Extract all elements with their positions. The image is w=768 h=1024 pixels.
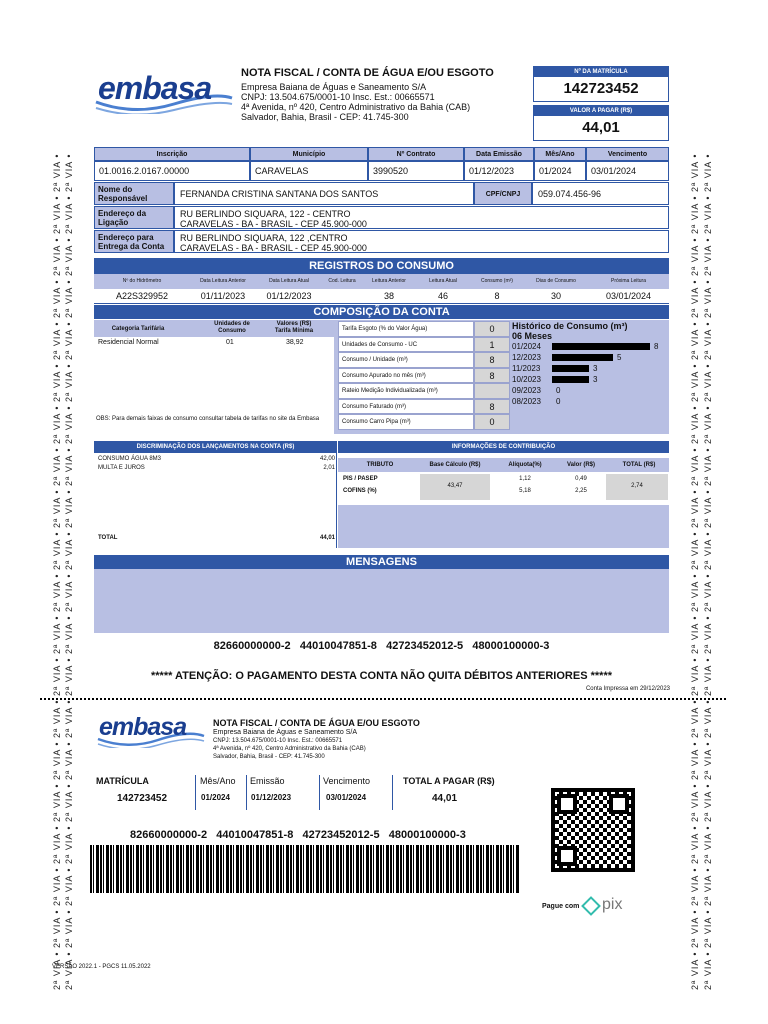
reg-v-4: 38	[383, 291, 394, 301]
info-h-vencimento: Vencimento	[586, 147, 669, 161]
end-ligacao-value	[174, 206, 669, 229]
contrib-h-tributo: TRIBUTO	[366, 462, 394, 468]
canhoto-title: NOTA FISCAL / CONTA DE ÁGUA E/OU ESGOTO	[213, 718, 420, 728]
composicao-item-value: 8	[474, 368, 510, 384]
header-cnpj: CNPJ: 13.504.675/0001-10 Insc. Est.: 00665571	[241, 92, 435, 102]
barcode	[90, 845, 520, 893]
info-h-emissao: Data Emissão	[464, 147, 534, 161]
canhoto-emissao: 01/12/2023	[251, 793, 292, 802]
composicao-item-value: 8	[474, 352, 510, 368]
historico-value: 3	[593, 364, 598, 373]
reg-h-5: Leitura Atual	[429, 278, 457, 284]
canhoto-venc-label: Vencimento	[323, 776, 371, 786]
pague-com: Pague com	[542, 903, 580, 910]
historico-value: 3	[593, 375, 598, 384]
info-h-contrato: Nº Contrato	[368, 147, 464, 161]
lancamentos-total: 44,01	[319, 535, 335, 541]
contribuicao-tributo: COFINS (%)	[343, 488, 377, 494]
historico-month: 10/2023	[512, 375, 541, 384]
historico-value: 5	[617, 353, 622, 362]
composicao-item-label: Consumo Apurado no mês (m³)	[338, 368, 474, 384]
historico-row	[512, 385, 667, 396]
contribuicao-valor: 2,25	[575, 488, 587, 494]
mensagens-body	[94, 569, 669, 633]
contribuicao-title: INFORMAÇÕES DE CONTRIBUIÇÃO	[338, 441, 669, 453]
valor-pagar-box	[533, 105, 669, 141]
info-h-mesano: Mês/Ano	[534, 147, 586, 161]
lancamento-value: 2,01	[323, 465, 335, 471]
embasa-logo-canhoto	[96, 712, 206, 748]
side-text-left-1: 2ª VIA • 2ª VIA • 2ª VIA • 2ª VIA • 2ª VIA • 2ª VIA • 2ª VIA • 2ª VIA • 2ª VIA • 2ª VIA • 2ª VIA • 2ª VIA • 2ª VIA • 2ª VIA • 2ª VIA • 2ª VIA • 2ª VIA • 2ª VIA • 2ª VIA • 2ª VIA •	[52, 153, 62, 990]
canhoto-emissao-label: Emissão	[250, 776, 285, 786]
canhoto-address: 4ª Avenida, nº 420, Centro Administrativo da Bahia (CAB)	[213, 746, 366, 752]
end-ligacao-line2: CARAVELAS - BA - BRASIL - CEP 45.900-000	[180, 219, 367, 229]
lancamentos-title: DISCRIMINAÇÃO DOS LANÇAMENTOS NA CONTA (R$)	[94, 441, 337, 453]
historico-row	[512, 396, 667, 407]
canhoto-city: Salvador, Bahia, Brasil - CEP: 41.745-300	[213, 754, 325, 760]
pix-text: pix	[602, 896, 623, 913]
reg-v-8: 03/01/2024	[605, 291, 652, 301]
contrib-h-valor: Valor (R$)	[566, 462, 595, 468]
lancamento-desc: CONSUMO ÁGUA 8M3	[98, 456, 162, 462]
historico-value: 8	[654, 342, 659, 351]
contribuicao-footer-bg	[338, 505, 669, 548]
reg-h-3: Cod. Leitura	[328, 278, 356, 284]
valor-pagar-label: VALOR A PAGAR (R$)	[534, 106, 668, 116]
historico-row	[512, 341, 667, 352]
end-ligacao-line1: RU BERLINDO SIQUARA, 122 - CENTRO	[180, 209, 351, 219]
canhoto-divider-1	[195, 775, 196, 810]
header-address: 4ª Avenida, nº 420, Centro Administrativo da Bahia (CAB)	[241, 102, 471, 112]
canhoto-total-label: TOTAL A PAGAR (R$)	[403, 776, 495, 786]
historico-month: 01/2024	[512, 342, 541, 351]
composicao-item-value: 0	[474, 321, 510, 337]
canhoto-mesano: 01/2024	[201, 793, 230, 802]
composicao-item-label: Consumo / Unidade (m³)	[338, 352, 474, 368]
historico-month: 11/2023	[512, 364, 541, 373]
composicao-item-label: Unidades de Consumo - UC	[338, 337, 474, 353]
canhoto-divider-4	[392, 775, 393, 810]
lancamento-desc: MULTA E JUROS	[98, 465, 145, 471]
composicao-item-label: Tarifa Esgoto (% do Valor Água)	[338, 321, 474, 337]
reg-h-1: Data Leitura Anterior	[200, 278, 246, 284]
matricula-box	[533, 66, 669, 102]
comp-h-categoria: Categoria Tarifária	[111, 326, 165, 332]
historico-bar	[552, 343, 650, 350]
responsavel-value: FERNANDA CRISTINA SANTANA DOS SANTOS	[174, 182, 474, 205]
comp-h-valores: Valores (R$) Tarifa Mínima	[274, 321, 314, 334]
matricula-label: Nº DA MATRÍCULA	[534, 67, 668, 77]
info-h-municipio: Município	[250, 147, 368, 161]
valor-pagar-value: 44,01	[582, 119, 620, 136]
canhoto-venc: 03/01/2024	[326, 793, 367, 802]
historico-rows	[512, 341, 667, 407]
historico-month: 12/2023	[512, 353, 541, 362]
contribuicao-tributo: PIS / PASEP	[343, 476, 378, 482]
matricula-value: 142723452	[563, 80, 639, 97]
historico-row	[512, 352, 667, 363]
canhoto-company: Empresa Baiana de Águas e Saneamento S/A	[213, 729, 357, 736]
composicao-item-value: 0	[474, 414, 510, 430]
canhoto-matricula-label: MATRÍCULA	[96, 776, 149, 786]
reg-h-4: Leitura Anterior	[372, 278, 406, 284]
info-v-vencimento: 03/01/2024	[586, 161, 669, 181]
reg-v-2: 01/12/2023	[266, 291, 312, 301]
end-entrega-value	[174, 230, 669, 253]
composicao-item-value	[474, 383, 510, 399]
info-v-mesano: 01/2024	[534, 161, 586, 181]
side-text-right-2: 2ª VIA • 2ª VIA • 2ª VIA • 2ª VIA • 2ª VIA • 2ª VIA • 2ª VIA • 2ª VIA • 2ª VIA • 2ª VIA • 2ª VIA • 2ª VIA • 2ª VIA • 2ª VIA • 2ª VIA • 2ª VIA • 2ª VIA • 2ª VIA • 2ª VIA • 2ª VIA •	[703, 153, 713, 990]
composicao-obs: OBS: Para demais faixas de consumo consultar tabela de tarifas no site da Embasa	[96, 416, 320, 422]
mensagens-title: MENSAGENS	[94, 555, 669, 569]
historico-row	[512, 374, 667, 385]
info-v-emissao: 01/12/2023	[464, 161, 534, 181]
reg-v-1: 01/11/2023	[200, 291, 246, 301]
info-v-contrato: 3990520	[368, 161, 464, 181]
historico-title: Histórico de Consumo (m³)	[512, 321, 628, 331]
reg-h-0: Nº do Hidrômetro	[122, 278, 162, 284]
historico-month: 08/2023	[512, 397, 541, 406]
composicao-title: COMPOSIÇÃO DA CONTA	[94, 305, 669, 319]
canhoto-linha-digitavel: 82660000000-2 44010047851-8 42723452012-5 48000100000-3	[130, 829, 466, 841]
logo-text-canhoto: embasa	[99, 713, 187, 741]
canhoto-total: 44,01	[432, 793, 458, 804]
comp-row-valor: 38,92	[286, 339, 304, 346]
pix-icon	[581, 896, 601, 916]
composicao-item-label: Rateio Medição Individualizada (m³)	[338, 383, 474, 399]
embasa-logo	[94, 68, 234, 114]
info-v-inscricao: 01.0016.2.0167.00000	[94, 161, 250, 181]
header-company: Empresa Baiana de Águas e Saneamento S/A	[241, 82, 427, 92]
side-text-right-1: 2ª VIA • 2ª VIA • 2ª VIA • 2ª VIA • 2ª VIA • 2ª VIA • 2ª VIA • 2ª VIA • 2ª VIA • 2ª VIA • 2ª VIA • 2ª VIA • 2ª VIA • 2ª VIA • 2ª VIA • 2ª VIA • 2ª VIA • 2ª VIA • 2ª VIA • 2ª VIA •	[690, 153, 700, 990]
reg-v-0: A22S329952	[115, 291, 169, 301]
composicao-item-value: 1	[474, 337, 510, 353]
versao: VERSÃO 2022.1 - PGCS 11.05.2022	[52, 964, 151, 970]
side-text-left-2: 2ª VIA • 2ª VIA • 2ª VIA • 2ª VIA • 2ª VIA • 2ª VIA • 2ª VIA • 2ª VIA • 2ª VIA • 2ª VIA • 2ª VIA • 2ª VIA • 2ª VIA • 2ª VIA • 2ª VIA • 2ª VIA • 2ª VIA • 2ª VIA • 2ª VIA • 2ª VIA •	[64, 153, 74, 990]
qr-code	[551, 788, 635, 872]
historico-row	[512, 363, 667, 374]
linha-digitavel: 82660000000-2 44010047851-8 42723452012-5 48000100000-3	[213, 640, 550, 652]
logo-text: embasa	[98, 70, 212, 106]
comp-row-categoria: Residencial Normal	[98, 339, 159, 346]
qr-finder-1	[557, 794, 577, 814]
conta-impressa: Conta Impressa em 29/12/2023	[585, 686, 670, 692]
end-entrega-label: Endereço para Entrega da Conta	[94, 230, 174, 253]
reg-v-6: 8	[494, 291, 500, 301]
comp-row-unidades: 01	[226, 339, 234, 346]
reg-h-7: Dias de Consumo	[536, 278, 576, 284]
end-ligacao-label: Endereço da Ligação	[94, 206, 174, 229]
cut-line	[40, 698, 726, 700]
header-city: Salvador, Bahia, Brasil - CEP: 41.745-300	[241, 112, 409, 122]
canhoto-cnpj: CNPJ: 13.504.675/0001-10 Insc. Est.: 00665571	[213, 738, 343, 744]
cpf-label: CPF/CNPJ	[474, 182, 532, 205]
contribuicao-valor: 0,49	[575, 476, 587, 482]
contrib-h-aliquota: Alíquota(%)	[508, 462, 542, 468]
contrib-h-total: TOTAL (R$)	[622, 462, 656, 468]
contribuicao-aliquota: 5,18	[519, 488, 531, 494]
atencao-text: ***** ATENÇÃO: O PAGAMENTO DESTA CONTA NÃO QUITA DÉBITOS ANTERIORES *****	[150, 670, 613, 682]
historico-subtitle: 06 Meses	[512, 331, 553, 341]
lancamento-value: 42,00	[319, 456, 335, 462]
end-entrega-line2: CARAVELAS - BA - BRASIL - CEP 45.900-000	[180, 243, 367, 253]
historico-bar	[552, 365, 589, 372]
reg-h-8: Próxima Leitura	[610, 278, 646, 284]
reg-v-5: 46	[437, 291, 448, 301]
canhoto-divider-2	[246, 775, 247, 810]
composicao-item-label: Consumo Faturado (m³)	[338, 399, 474, 415]
qr-finder-2	[609, 794, 629, 814]
comp-h-unidades: Unidades de Consumo	[214, 321, 250, 334]
contrib-base: 43,47	[447, 483, 463, 489]
composicao-item-label: Consumo Carro Pipa (m³)	[338, 414, 474, 430]
historico-bar	[552, 354, 613, 361]
contrib-total: 2,74	[631, 483, 643, 489]
responsavel-label: Nome do Responsável	[94, 182, 174, 205]
end-entrega-line1: RU BERLINDO SIQUARA, 122 ,CENTRO	[180, 233, 348, 243]
info-v-municipio: CARAVELAS	[250, 161, 368, 181]
reg-h-2: Data Leitura Atual	[269, 278, 309, 284]
historico-bar	[552, 376, 589, 383]
cpf-value: 059.074.456-96	[532, 182, 669, 205]
contribuicao-aliquota: 1,12	[519, 476, 531, 482]
composicao-item-value: 8	[474, 399, 510, 415]
historico-value: 0	[556, 386, 561, 395]
contrib-h-base: Base Cálculo (R$)	[429, 462, 481, 468]
lancamentos-total-label: TOTAL	[98, 535, 118, 541]
canhoto-divider-3	[319, 775, 320, 810]
reg-h-6: Consumo (m³)	[481, 278, 513, 284]
info-h-inscricao: Inscrição	[94, 147, 250, 161]
canhoto-matricula: 142723452	[117, 793, 168, 804]
historico-month: 09/2023	[512, 386, 541, 395]
historico-panel	[512, 321, 667, 433]
historico-value: 0	[556, 397, 561, 406]
header-title: NOTA FISCAL / CONTA DE ÁGUA E/OU ESGOTO	[241, 67, 494, 79]
canhoto-mesano-label: Mês/Ano	[200, 776, 236, 786]
registros-title: REGISTROS DO CONSUMO	[94, 258, 669, 274]
reg-v-7: 30	[550, 291, 561, 301]
qr-finder-3	[557, 846, 577, 866]
